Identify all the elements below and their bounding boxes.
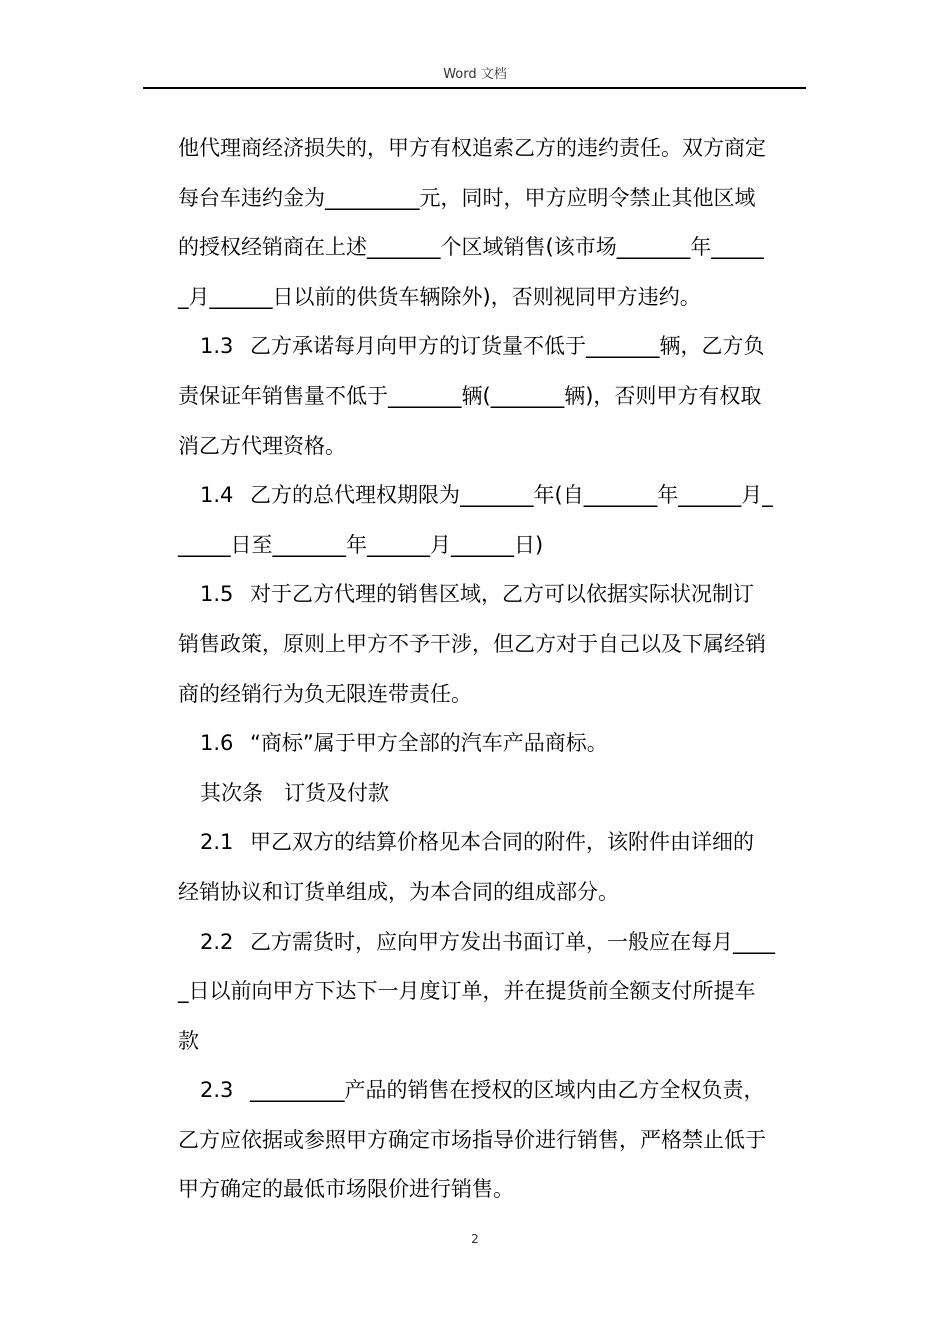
clause-1-6 (178, 719, 808, 769)
clause-1-5-line: 销售政策，原则上甲方不予干涉，但乙方对于自己以及下属经销 (178, 631, 766, 656)
clause-1-3-line: 责保证年销售量不低于_______辆(_______辆)，否则甲方有权取 (178, 383, 762, 408)
clause-2-2-line: _日以前向甲方下达下一月度订单，并在提货前全额支付所提车 (178, 979, 756, 1004)
clause-text: 乙方需货时，应向甲方发出书面订单，一般应在每月____ (250, 929, 775, 954)
clause-text: “商标”属于甲方全部的汽车产品商标。 (250, 731, 608, 756)
clause-number: 1.5 (200, 582, 234, 607)
clause-number: 1.3 (200, 334, 234, 359)
clause-1-4 (178, 471, 808, 521)
clause-number: 2.1 (200, 830, 234, 855)
document-body (178, 124, 808, 1215)
clause-1-5-line: 商的经销行为负无限连带责任。 (178, 681, 472, 706)
clause-text: 乙方承诺每月向甲方的订货量不低于_______辆，乙方负 (250, 334, 765, 359)
clause-2-3-line: 乙方应依据或参照甲方确定市场指导价进行销售，严格禁止低于 (178, 1127, 766, 1152)
clause-number: 1.6 (200, 731, 234, 756)
header-divider (143, 87, 806, 89)
clause-1-5 (178, 570, 808, 620)
clause-2-2 (178, 918, 808, 968)
section-2-heading: 其次条 订货及付款 (200, 780, 389, 805)
clause-number: 2.3 (200, 1078, 234, 1103)
continuation-line: 他代理商经济损失的，甲方有权追索乙方的违约责任。双方商定 (178, 136, 766, 160)
clause-1-4-line: _____日至_______年______月______日) (178, 532, 544, 557)
clause-number: 1.4 (200, 483, 234, 508)
clause-2-3-line: 甲方确定的最低市场限价进行销售。 (178, 1177, 514, 1202)
clause-text: 甲乙双方的结算价格见本合同的附件，该附件由详细的 (250, 830, 754, 855)
clause-text: 对于乙方代理的销售区域，乙方可以依据实际状况制订 (250, 582, 754, 607)
clause-number: 2.2 (200, 929, 234, 954)
continuation-line: 每台车违约金为_________元，同时，甲方应明令禁止其他区域 (178, 185, 756, 210)
clause-2-3 (178, 1066, 808, 1116)
page-header-title: Word 文档 (443, 67, 507, 82)
clause-1-3 (178, 322, 808, 372)
continuation-line: 的授权经销商在上述_______个区域销售(该市场_______年_____ (178, 235, 764, 260)
clause-2-1-line: 经销协议和订货单组成，为本合同的组成部分。 (178, 879, 619, 904)
clause-text: _________产品的销售在授权的区域内由乙方全权负责， (250, 1078, 765, 1103)
clause-2-1 (178, 818, 808, 868)
clause-text: 乙方的总代理权期限为_______年(自_______年______月_ (250, 483, 773, 508)
continuation-line: _月______日以前的供货车辆除外)，否则视同甲方违约。 (178, 284, 701, 309)
clause-1-3-line: 消乙方代理资格。 (178, 433, 346, 458)
clause-2-2-line: 款 (178, 1028, 199, 1053)
page-number: 2 (471, 1232, 479, 1246)
